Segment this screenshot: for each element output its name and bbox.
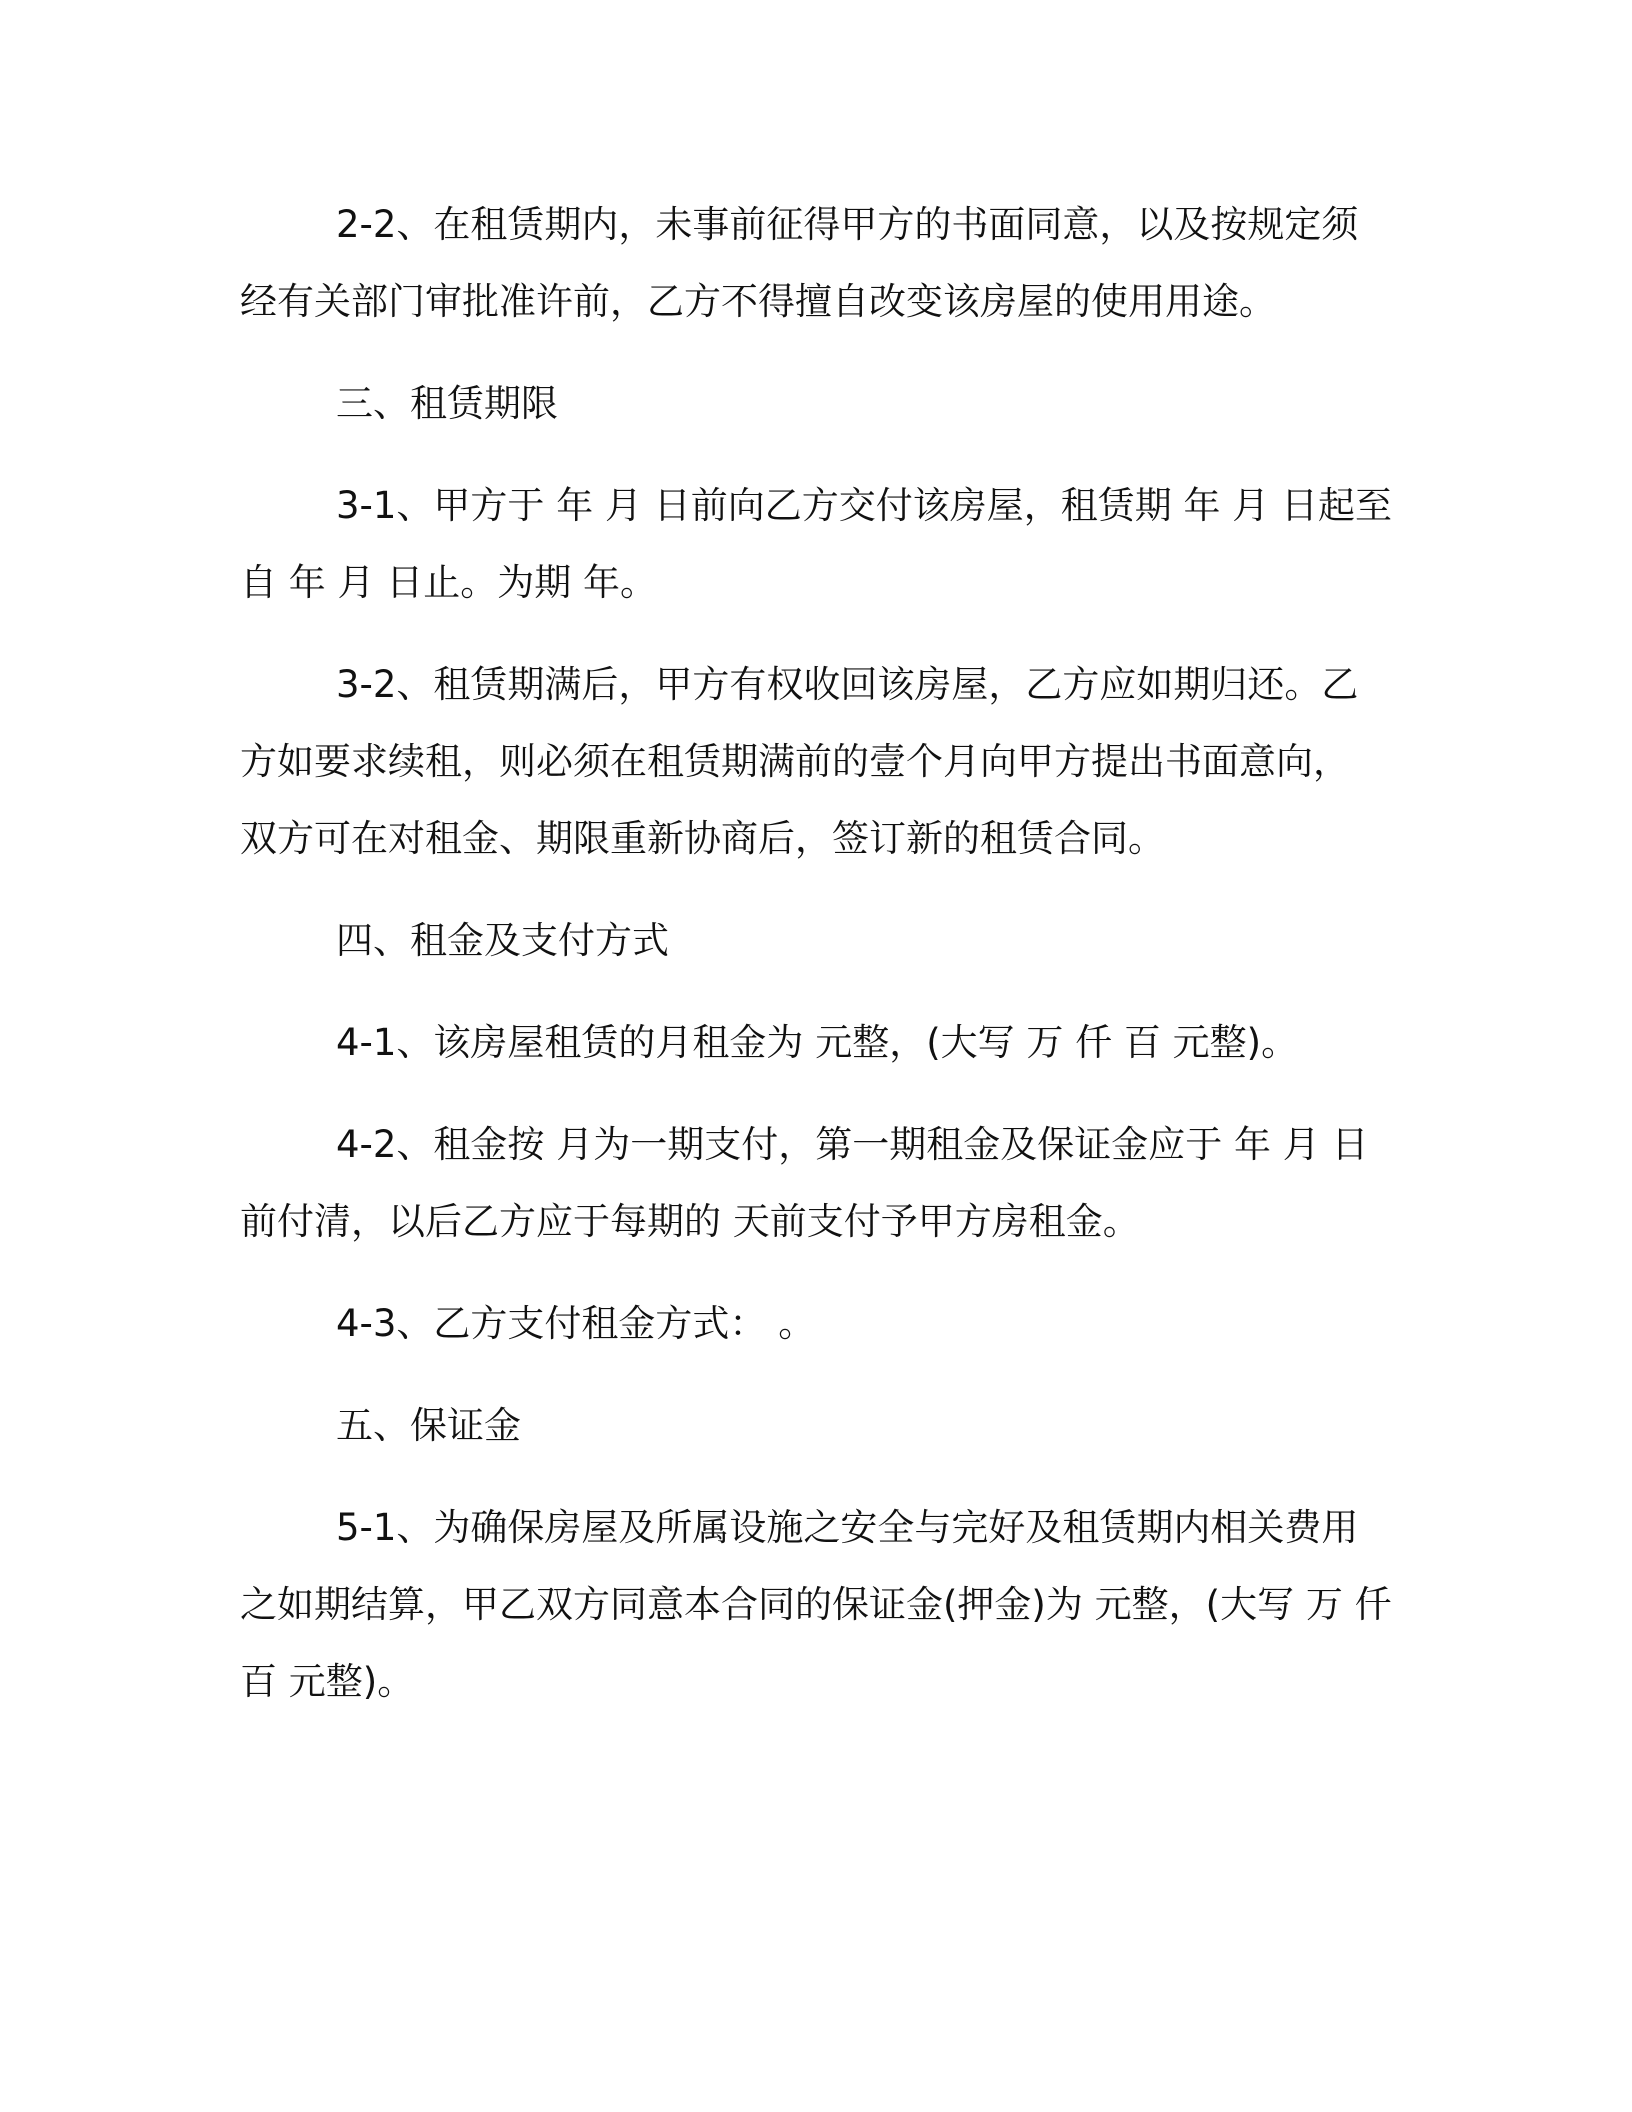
text-line: 5-1、为确保房屋及所属设施之安全与完好及租赁期内相关费用 bbox=[336, 1506, 1359, 1549]
text-line: 2-2、在租赁期内，未事前征得甲方的书面同意，以及按规定须 bbox=[336, 203, 1359, 246]
text-line: 4-3、乙方支付租金方式： 。 bbox=[336, 1302, 816, 1345]
text-line: 双方可在对租金、期限重新协商后，签订新的租赁合同。 bbox=[240, 817, 1165, 860]
section-heading-3: 三、租赁期限 bbox=[336, 382, 558, 425]
text-line: 自 年 月 日止。为期 年。 bbox=[240, 561, 658, 604]
document-body bbox=[240, 186, 1400, 1745]
text-line: 4-2、租金按 月为一期支付，第一期租金及保证金应于 年 月 日 bbox=[336, 1123, 1369, 1166]
paragraph-3-2 bbox=[240, 646, 1400, 877]
text-line: 前付清，以后乙方应于每期的 天前支付予甲方房租金。 bbox=[240, 1200, 1140, 1243]
paragraph-2-2 bbox=[240, 186, 1400, 340]
paragraph-4-2 bbox=[240, 1106, 1400, 1260]
section-heading-4: 四、租金及支付方式 bbox=[336, 919, 669, 962]
paragraph-4-3 bbox=[240, 1285, 1400, 1362]
paragraph-3-1 bbox=[240, 467, 1400, 621]
text-line: 百 元整)。 bbox=[240, 1660, 415, 1703]
text-line: 4-1、该房屋租赁的月租金为 元整，(大写 万 仟 百 元整)。 bbox=[336, 1021, 1299, 1064]
paragraph-4-1 bbox=[240, 1004, 1400, 1081]
text-line: 之如期结算，甲乙双方同意本合同的保证金(押金)为 元整，(大写 万 仟 bbox=[240, 1583, 1392, 1626]
text-line: 3-1、甲方于 年 月 日前向乙方交付该房屋，租赁期 年 月 日起至 bbox=[336, 484, 1392, 527]
section-heading-5: 五、保证金 bbox=[336, 1404, 521, 1447]
text-line: 3-2、租赁期满后，甲方有权收回该房屋，乙方应如期归还。乙 bbox=[336, 663, 1359, 706]
text-line: 经有关部门审批准许前，乙方不得擅自改变该房屋的使用用途。 bbox=[240, 280, 1276, 323]
text-line: 方如要求续租，则必须在租赁期满前的壹个月向甲方提出书面意向， bbox=[240, 740, 1350, 783]
paragraph-5-1 bbox=[240, 1489, 1400, 1720]
